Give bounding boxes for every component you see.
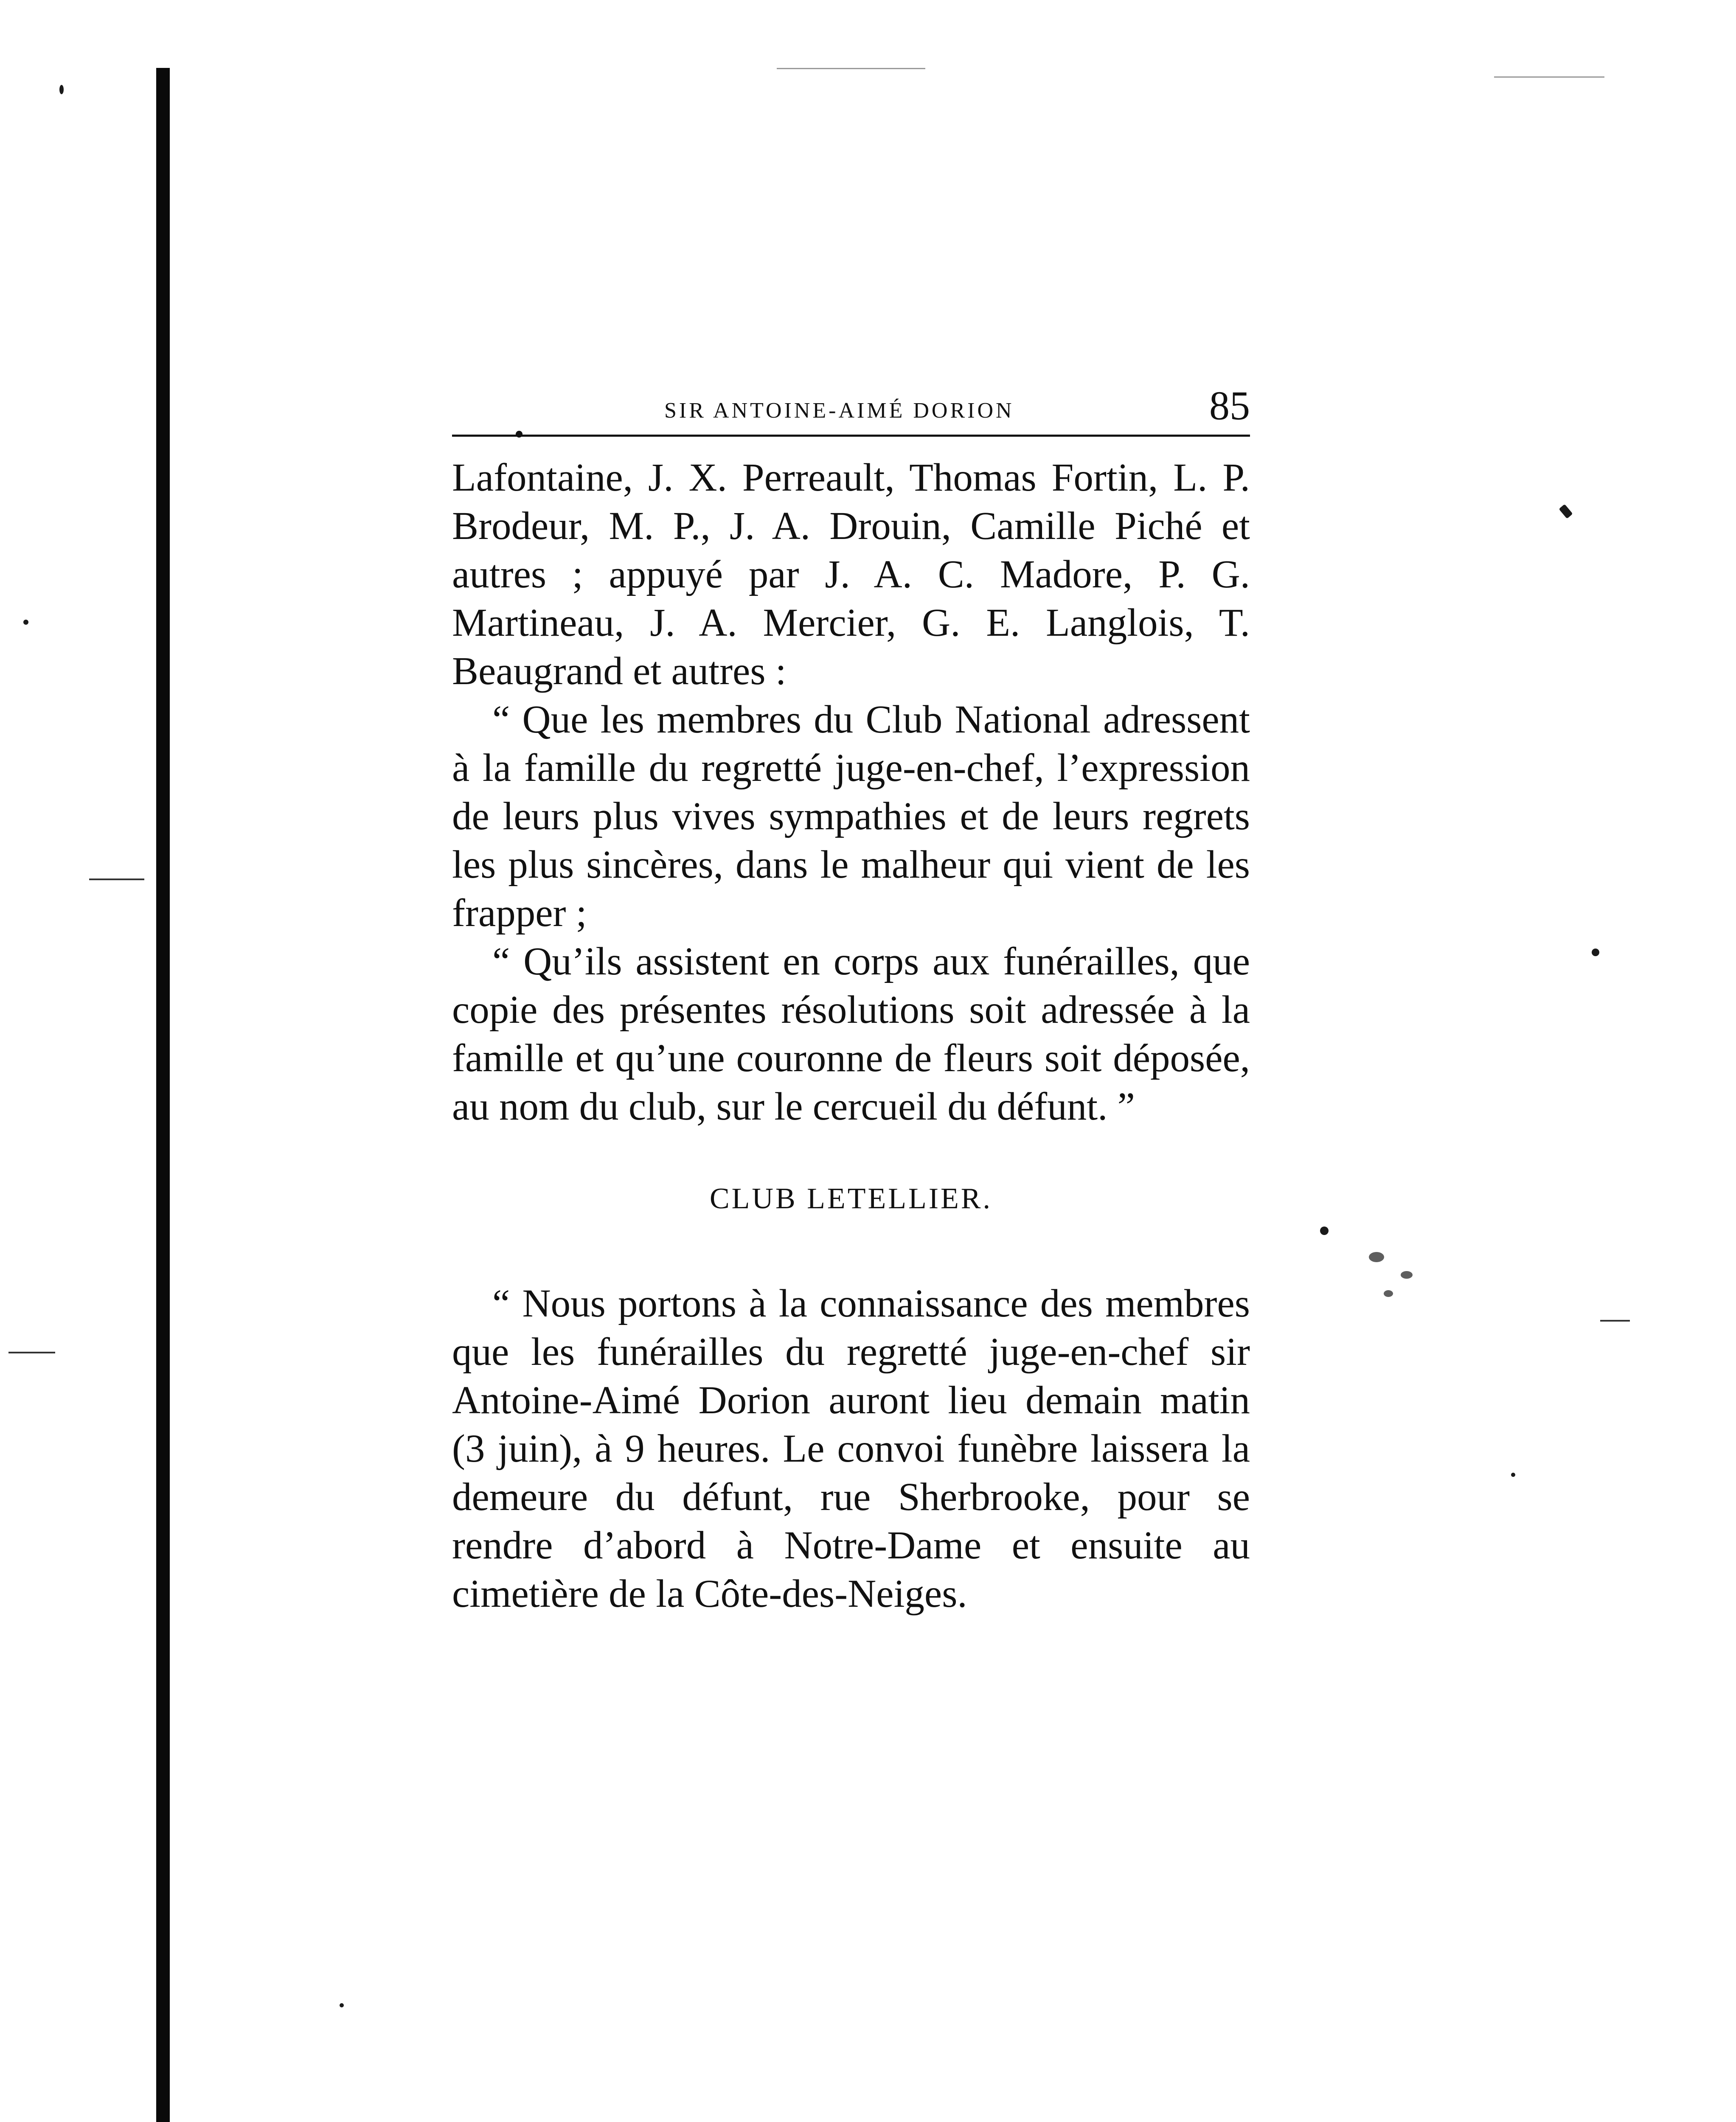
running-head: [452, 382, 1250, 429]
page-number: 85: [1209, 383, 1250, 428]
header-rule: [452, 435, 1250, 437]
scan-speck: [1511, 1473, 1515, 1477]
scan-speck: [1559, 504, 1573, 519]
section-heading: CLUB LETELLIER.: [709, 1182, 992, 1215]
scan-speck: [1401, 1271, 1413, 1279]
paragraph-resolution-2: “ Qu’ils assistent en corps aux funérailles, que copie des présentes résolutions soit adressée à la famille et qu’une couronne de fleurs soit déposée, au nom du club, sur le cercueil du défunt. ”: [452, 940, 1250, 1128]
rule-dot: [516, 431, 522, 438]
book-page: [452, 382, 1250, 1618]
paragraph-resolution-1: “ Que les membres du Club National adressent à la famille du regretté juge-en-chef, l’expression de leurs plus vives sympathies et de leurs regrets les plus sincères, dans le malheur qui vient de les frapper ;: [452, 698, 1250, 935]
scan-mark: [8, 1352, 55, 1353]
scan-speck: [1384, 1290, 1393, 1297]
scan-speck: [340, 2003, 344, 2007]
scan-mark: [1600, 1320, 1630, 1322]
scan-speck: [1369, 1252, 1384, 1262]
scan-speck: [1592, 949, 1599, 956]
paragraph-announcement: “ Nous portons à la connaissance des membres que les funérailles du regretté juge-en-chef sir Antoine-Aimé Dorion auront lieu demain matin (3 juin), à 9 heures. Le convoi funèbre laissera la demeure du défunt, rue Sherbrooke, pour se rendre d’abord à Notre-Dame et ensuite au cimetière de la Côte-des-Neiges.: [452, 1282, 1250, 1616]
scan-speck: [23, 620, 28, 625]
scan-mark: [1494, 76, 1604, 78]
running-title: SIR ANTOINE-AIMÉ DORION: [664, 399, 1014, 423]
binding-edge: [156, 68, 170, 2122]
scan-mark: [777, 68, 925, 69]
scan-speck: [1320, 1227, 1329, 1235]
scan-speck: [59, 85, 64, 94]
paragraph-continuation: Lafontaine, J. X. Perreault, Thomas Fortin, L. P. Brodeur, M. P., J. A. Drouin, Camille Piché et autres ; appuyé par J. A. C. Madore, P. G. Martineau, J. A. Mercier, G. E. Langlois, T. Beaugrand et autres :: [452, 456, 1250, 693]
scan-mark: [89, 879, 144, 880]
